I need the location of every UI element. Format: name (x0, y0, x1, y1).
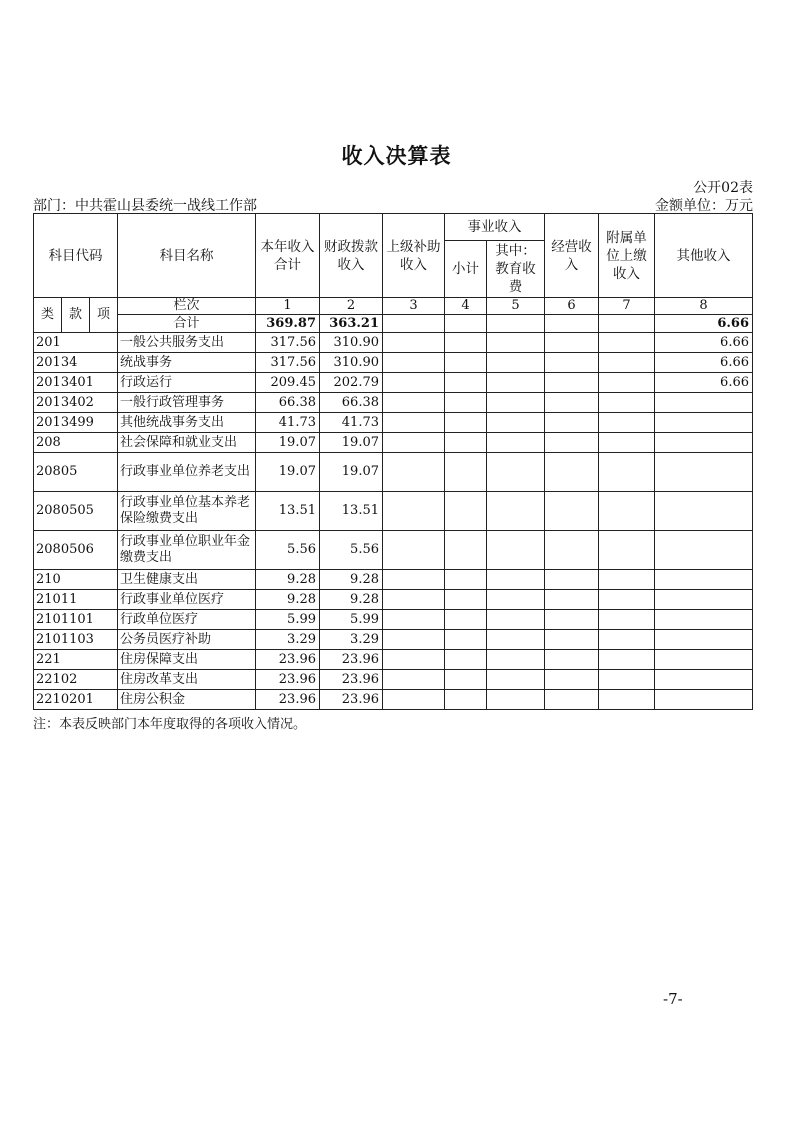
table-row (34, 433, 753, 453)
header-fiscal: 财政拨款收入 (320, 214, 383, 298)
row-fiscal: 41.73 (320, 413, 383, 433)
row-total: 9.28 (256, 570, 320, 590)
row-name: 一般行政管理事务 (118, 393, 256, 413)
row-fiscal: 19.07 (320, 453, 383, 492)
table-row (34, 590, 753, 610)
row-total: 23.96 (256, 650, 320, 670)
row-other (655, 393, 753, 413)
row-code: 221 (34, 650, 118, 670)
row-code: 21011 (34, 590, 118, 610)
header-total: 本年收入合计 (256, 214, 320, 298)
col-number-4: 4 (445, 298, 487, 315)
row-total: 23.96 (256, 690, 320, 710)
row-name: 行政事业单位医疗 (118, 590, 256, 610)
row-other (655, 413, 753, 433)
total-label: 合计 (118, 315, 256, 333)
col-number-1: 1 (256, 298, 320, 315)
header-operating: 经营收入 (545, 214, 599, 298)
header-code: 科目代码 (34, 214, 118, 298)
row-total: 209.45 (256, 373, 320, 393)
row-total: 317.56 (256, 353, 320, 373)
table-row (34, 650, 753, 670)
row-other (655, 590, 753, 610)
table-row (34, 333, 753, 353)
header-superior: 上级补助收入 (383, 214, 445, 298)
table-note: 注：本表反映部门本年度取得的各项收入情况。 (33, 717, 307, 732)
row-fiscal: 66.38 (320, 393, 383, 413)
row-code: 2013499 (34, 413, 118, 433)
row-code: 20805 (34, 453, 118, 492)
row-code: 208 (34, 433, 118, 453)
row-total: 23.96 (256, 670, 320, 690)
header-xiang: 项 (90, 298, 118, 333)
total-total: 369.87 (256, 315, 320, 333)
row-other (655, 531, 753, 570)
row-code: 201 (34, 333, 118, 353)
row-code: 210 (34, 570, 118, 590)
page-title: 收入决算表 (341, 143, 452, 168)
header-lei: 类 (34, 298, 62, 333)
row-name: 行政事业单位职业年金缴费支出 (118, 531, 256, 570)
row-name: 社会保障和就业支出 (118, 433, 256, 453)
row-total: 41.73 (256, 413, 320, 433)
row-other (655, 690, 753, 710)
row-fiscal: 310.90 (320, 353, 383, 373)
row-total: 5.99 (256, 610, 320, 630)
row-code: 2013402 (34, 393, 118, 413)
table-row (34, 610, 753, 630)
header-name: 科目名称 (118, 214, 256, 298)
col-number-6: 6 (545, 298, 599, 315)
row-code: 2080505 (34, 492, 118, 531)
col-number-3: 3 (383, 298, 445, 315)
total-fiscal: 363.21 (320, 315, 383, 333)
header-kuan: 款 (62, 298, 90, 333)
row-name: 公务员医疗补助 (118, 630, 256, 650)
row-other (655, 610, 753, 630)
row-other: 6.66 (655, 373, 753, 393)
header-other: 其他收入 (655, 214, 753, 298)
row-total: 317.56 (256, 333, 320, 353)
row-name: 住房改革支出 (118, 670, 256, 690)
table-row (34, 531, 753, 570)
row-other (655, 433, 753, 453)
row-fiscal: 13.51 (320, 492, 383, 531)
row-fiscal: 23.96 (320, 670, 383, 690)
row-name: 一般公共服务支出 (118, 333, 256, 353)
table-row (34, 353, 753, 373)
row-other (655, 650, 753, 670)
col-number-2: 2 (320, 298, 383, 315)
table-row (34, 570, 753, 590)
row-other: 6.66 (655, 353, 753, 373)
page-number: -7- (663, 990, 683, 1008)
table-row (34, 413, 753, 433)
row-fiscal: 19.07 (320, 433, 383, 453)
row-total: 5.56 (256, 531, 320, 570)
row-fiscal: 9.28 (320, 590, 383, 610)
header-lanci: 栏次 (118, 298, 256, 315)
row-total: 3.29 (256, 630, 320, 650)
table-row (34, 393, 753, 413)
row-fiscal: 9.28 (320, 570, 383, 590)
row-code: 2013401 (34, 373, 118, 393)
unit-label: 金额单位：万元 (655, 198, 753, 214)
row-fiscal: 5.99 (320, 610, 383, 630)
row-fiscal: 202.79 (320, 373, 383, 393)
row-total: 19.07 (256, 433, 320, 453)
row-name: 其他统战事务支出 (118, 413, 256, 433)
row-other (655, 570, 753, 590)
table-row (34, 492, 753, 531)
row-name: 住房公积金 (118, 690, 256, 710)
department-label: 部门：中共霍山县委统一战线工作部 (33, 198, 257, 214)
header-business-edu: 其中：教育收费 (487, 241, 545, 298)
header-business-subtotal: 小计 (445, 241, 487, 298)
col-number-8: 8 (655, 298, 753, 315)
header-business-group: 事业收入 (445, 214, 545, 241)
row-name: 行政运行 (118, 373, 256, 393)
income-table (33, 213, 753, 710)
row-code: 2080506 (34, 531, 118, 570)
col-number-5: 5 (487, 298, 545, 315)
row-fiscal: 23.96 (320, 650, 383, 670)
row-name: 行政事业单位基本养老保险缴费支出 (118, 492, 256, 531)
row-name: 行政单位医疗 (118, 610, 256, 630)
row-other (655, 630, 753, 650)
row-other (655, 453, 753, 492)
row-code: 20134 (34, 353, 118, 373)
row-code: 2101101 (34, 610, 118, 630)
row-code: 22102 (34, 670, 118, 690)
table-row (34, 630, 753, 650)
row-name: 行政事业单位养老支出 (118, 453, 256, 492)
table-row (34, 690, 753, 710)
row-name: 统战事务 (118, 353, 256, 373)
row-other (655, 492, 753, 531)
row-total: 13.51 (256, 492, 320, 531)
row-fiscal: 5.56 (320, 531, 383, 570)
row-total: 66.38 (256, 393, 320, 413)
row-total: 19.07 (256, 453, 320, 492)
row-fiscal: 3.29 (320, 630, 383, 650)
row-other: 6.66 (655, 333, 753, 353)
row-fiscal: 23.96 (320, 690, 383, 710)
row-name: 卫生健康支出 (118, 570, 256, 590)
total-other: 6.66 (655, 315, 753, 333)
row-total: 9.28 (256, 590, 320, 610)
row-other (655, 670, 753, 690)
row-fiscal: 310.90 (320, 333, 383, 353)
table-row (34, 670, 753, 690)
row-code: 2101103 (34, 630, 118, 650)
header-affiliated: 附属单位上缴收入 (599, 214, 655, 298)
table-row (34, 453, 753, 492)
table-row (34, 373, 753, 393)
col-number-7: 7 (599, 298, 655, 315)
row-name: 住房保障支出 (118, 650, 256, 670)
form-code: 公开02表 (693, 180, 753, 196)
row-code: 2210201 (34, 690, 118, 710)
